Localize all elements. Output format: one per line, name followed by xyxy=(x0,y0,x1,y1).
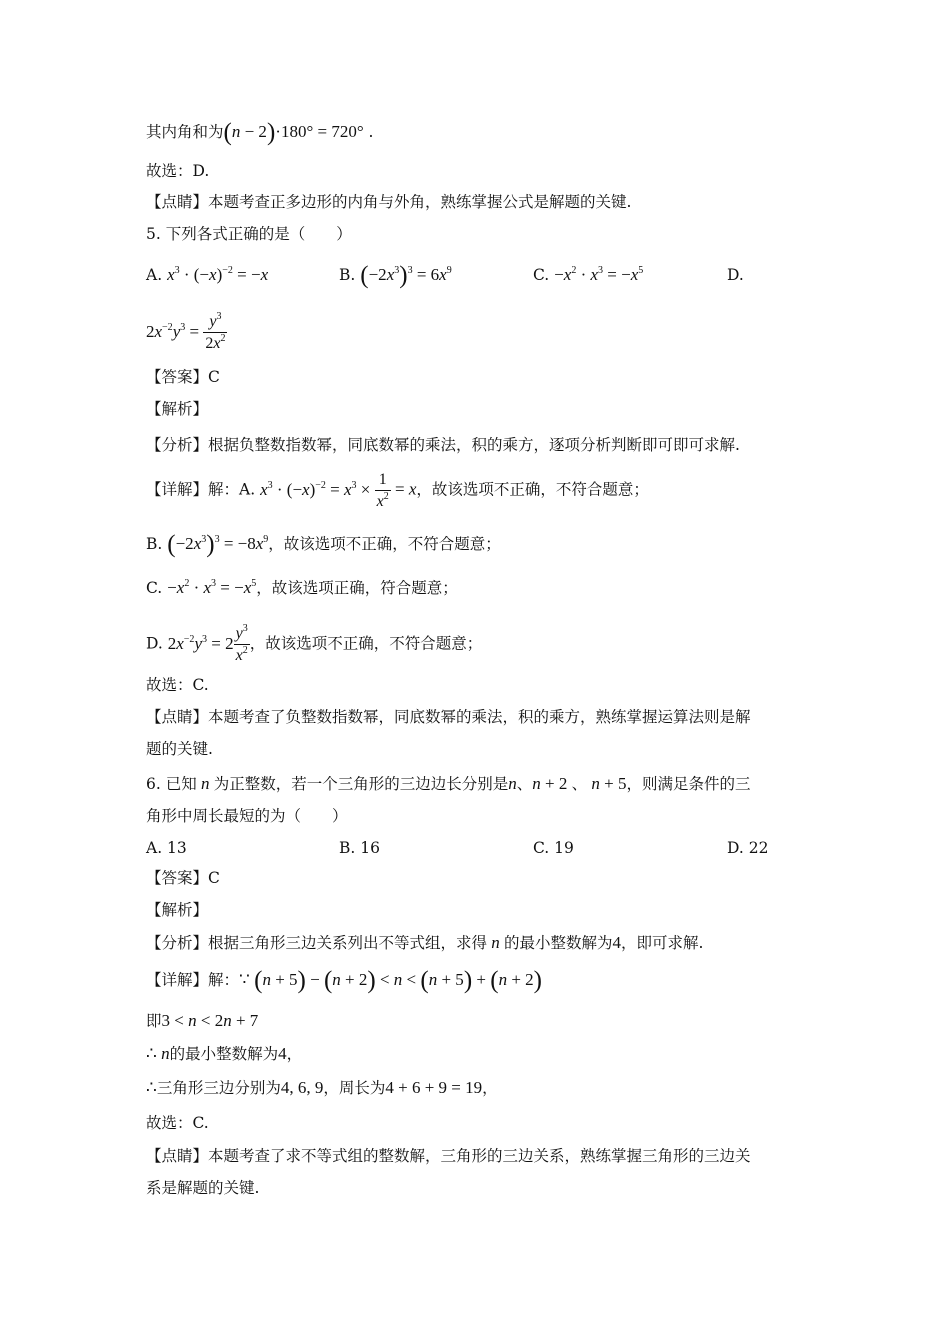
option-c: C. 19 xyxy=(533,839,574,857)
question-6-sides: ∴三角形三边分别为4, 6, 9，周长为4 + 6 + 9 = 19， xyxy=(146,1078,498,1097)
question-6-inequality: 即3 < n < 2n + 7 xyxy=(146,1011,259,1030)
question-6-stem: 6. 已知 n 为正整数，若一个三角形的三边边长分别是n、n + 2 、 n + 5，则满足条件的三 xyxy=(146,774,751,793)
question-6-fenxi: 【分析】根据三角形三边关系列出不等式组，求得 n 的最小整数解为4，即可求解. xyxy=(146,933,704,952)
question-6-detail: 【详解】解：∵ (n + 5) − (n + 2) < n < (n + 5) + (n + 2) xyxy=(146,967,542,994)
question-5-detail-b: B. $(-2x^3)^3 = -8x^9$，故该选项不正确，不符合题意； xyxy=(146,531,501,558)
option-d-label: D. xyxy=(727,266,744,284)
question-6-dianjing-cont: 系是解题的关键. xyxy=(146,1179,260,1197)
question-5-detail-d: D. $2x^{-2}y^3 = 2$ $\frac{y^3}{x^2}$ ，故该选项不正确，不符合题意； xyxy=(146,623,483,664)
interior-angle-sum-line: 其内角和为(n − 2)·180° = 720° . xyxy=(146,119,374,146)
question-5-dianjing-cont: 题的关键. xyxy=(146,740,213,758)
question-5-detail-c: C. $-x^2 \cdot x^3 = -x^5$，故该选项正确，符合题意； xyxy=(146,578,458,597)
question-5-answer: 【答案】C xyxy=(146,368,220,386)
question-5-analysis-tag: 【解析】 xyxy=(146,400,209,418)
option-b: B. $(-2x^3)^3 = 6x^9$ xyxy=(339,262,452,289)
question-6-analysis-tag: 【解析】 xyxy=(146,901,209,919)
question-6-answer: 【答案】C xyxy=(146,869,220,887)
option-a: A. $x^3 \cdot (-x)^{-2} = -x$ xyxy=(146,265,269,284)
question-6-stem-cont: 角形中周长最短的为（ ） xyxy=(146,807,348,825)
question-5-detail-a: 【详解】解：A. $x^3 \cdot (-x)^{-2} = x^3$ × $\frac{1}{x^2}$ = x，故该选项不正确，不符合题意； xyxy=(146,471,649,510)
question-6-dianjing: 【点睛】本题考查了求不等式组的整数解，三角形的三边关系，熟练掌握三角形的三边关 xyxy=(146,1147,751,1165)
option-b: B. 16 xyxy=(339,839,380,857)
option-d-formula: $2x^{-2}y^3$ = $\frac{y^3}{2x^2}$ xyxy=(146,311,226,352)
dianjing-line: 【点睛】本题考查正多边形的内角与外角，熟练掌握公式是解题的关键. xyxy=(146,193,632,211)
question-6-choose: 故选：C. xyxy=(146,1114,209,1132)
question-5-dianjing: 【点睛】本题考查了负整数指数幂，同底数幂的乘法，积的乘方，熟练掌握运算法则是解 xyxy=(146,708,751,726)
option-c: C. $-x^2 \cdot x^3 = -x^5$ xyxy=(533,265,644,284)
question-5-stem: 5. 下列各式正确的是（ ） xyxy=(146,225,352,243)
option-d: D. 22 xyxy=(727,839,769,857)
choice-line-d: 故选：D. xyxy=(146,162,210,180)
formula-interior-angle: (n − 2)·180° = 720° xyxy=(223,119,364,146)
question-5-fenxi: 【分析】根据负整数指数幂，同底数幂的乘法，积的乘方，逐项分析判断即可即可求解. xyxy=(146,436,740,454)
question-5-choose: 故选：C. xyxy=(146,676,209,694)
option-a: A. 13 xyxy=(146,839,187,857)
question-6-min-solution: ∴ n的最小整数解为4， xyxy=(146,1044,303,1063)
